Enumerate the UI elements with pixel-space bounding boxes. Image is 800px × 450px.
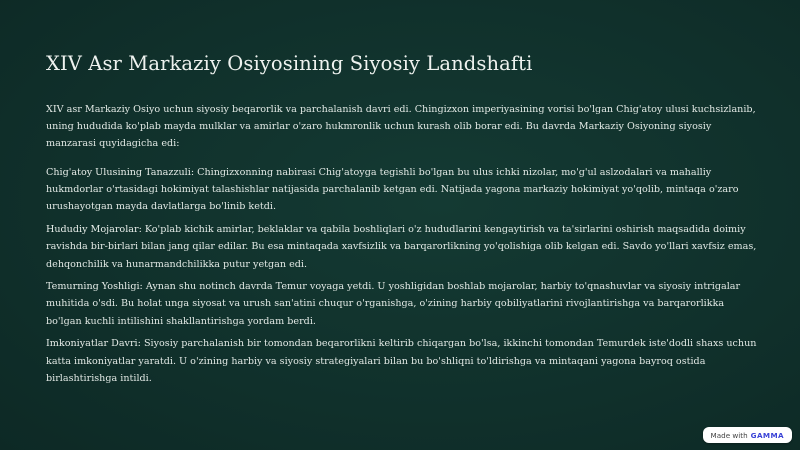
point-paragraph <box>46 335 758 387</box>
badge-prefix: Made with <box>710 430 748 440</box>
gamma-logo: GAMMA <box>750 430 784 440</box>
point-heading: Temurning Yoshligi: <box>46 281 143 293</box>
point-text: Chingizxonning nabirasi Chig'atoyga tegishli bo'lgan bu ulus ichki nizolar, mo'g'ul aslzodalari va mahalliy hukmdorlar o'rtasidagi hokimiyat talashishlar natijasida parchalanib ketgan edi. Natijada yagona markaziy hokimiyat yo'qolib, mintaqa o'zaro urushayotgan mayda davlatlarga bo'linib ketdi. <box>46 167 739 213</box>
slide-title: XIV Asr Markaziy Osiyosining Siyosiy Landshafti <box>46 52 533 75</box>
made-with-gamma-badge[interactable] <box>703 427 792 443</box>
intro-paragraph: XIV asr Markaziy Osiyo uchun siyosiy beqarorlik va parchalanish davri edi. Chingizxon imperiyasining vorisi bo'lgan Chig'atoy ulusi kuchsizlanib, uning hududida ko'plab mayda mulklar va amirlar o'zaro hukmronlik uchun kurash olib borar edi. Bu davrda Markaziy Osiyoning siyosiy manzarasi quyidagicha edi: <box>46 104 756 149</box>
point-text: Siyosiy parchalanish bir tomondan beqarorlikni keltirib chiqargan bo'lsa, ikkinchi tomondan Temurdek iste'dodli shaxs uchun katta imkoniyatlar yaratdi. U o'zining harbiy va siyosiy strategiyalari bilan bu bo'shliqni to'ldirishga va mintaqani yagona bayroq ostida birlashtirishga intildi. <box>46 338 757 384</box>
point-paragraph <box>46 164 758 216</box>
point-paragraph <box>46 221 758 273</box>
point-heading: Hududiy Mojarolar: <box>46 224 142 236</box>
slide-content <box>46 50 758 392</box>
point-text: Aynan shu notinch davrda Temur voyaga yetdi. U yoshligidan boshlab mojarolar, harbiy to'qnashuvlar va siyosiy intrigalar muhitida o'sdi. Bu holat unga siyosat va urush san'atini chuqur o'rganishga, o'zining harbiy qobiliyatlarini rivojlantirishga va barqarorlikka bo'lgan kuchli intilishini shakllantirishga yordam berdi. <box>46 281 741 327</box>
point-paragraph <box>46 278 758 330</box>
point-heading: Chig'atoy Ulusining Tanazzuli: <box>46 167 195 178</box>
point-heading: Imkoniyatlar Davri: <box>46 338 141 350</box>
point-text: Ko'plab kichik amirlar, beklaklar va qabila boshliqlari o'z hududlarini kengaytirish va ta'sirlarini oshirish maqsadida doimiy ravishda bir-birlari bilan jang qilar edilar. Bu esa mintaqada xavfsizlik va barqarorlikning yo'qolishiga olib kelgan edi. Savdo yo'llari xavfsiz emas, dehqonchilik va hunarmandchilikka putur yetgan edi. <box>46 224 757 270</box>
